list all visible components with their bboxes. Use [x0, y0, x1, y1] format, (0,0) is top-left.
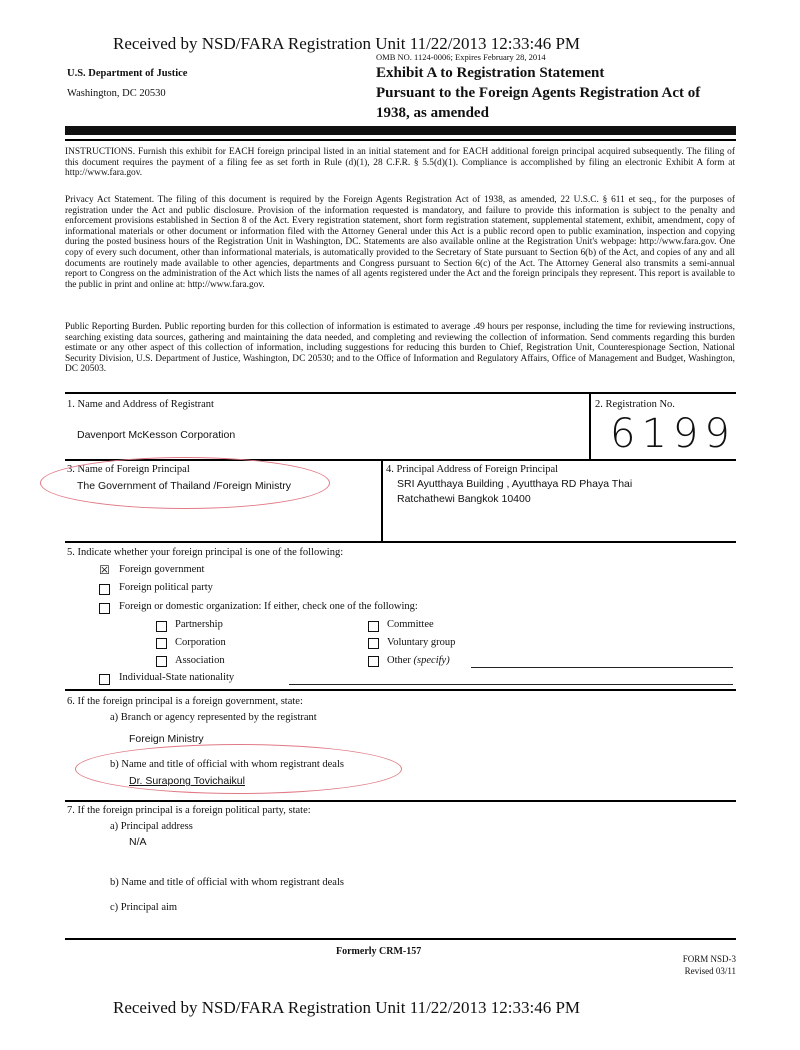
foreign-principal-label: 3. Name of Foreign Principal [67, 464, 190, 475]
principal-address-label: 4. Principal Address of Foreign Principal [386, 464, 559, 475]
form-revision: Revised 03/11 [684, 966, 736, 976]
principal-address-party-field[interactable]: N/A [129, 836, 147, 848]
partnership-checkbox[interactable] [156, 621, 167, 632]
principal-address-party-label: a) Principal address [110, 821, 193, 832]
registration-no-label: 2. Registration No. [595, 399, 675, 410]
foreign-government-label: Foreign government [119, 564, 205, 575]
reg-no-divider [589, 392, 591, 460]
foreign-political-party-checkbox[interactable] [99, 584, 110, 595]
association-label: Association [175, 655, 225, 666]
formerly-label: Formerly CRM-157 [336, 946, 422, 957]
branch-agency-label: a) Branch or agency represented by the registrant [110, 712, 317, 723]
organization-label: Foreign or domestic organization: If either, check one of the following: [119, 601, 418, 612]
committee-checkbox[interactable] [368, 621, 379, 632]
association-checkbox[interactable] [156, 656, 167, 667]
foreign-government-section-label: 6. If the foreign principal is a foreign government, state: [67, 696, 303, 707]
individual-checkbox[interactable] [99, 674, 110, 685]
committee-label: Committee [387, 619, 434, 630]
foreign-government-checkbox[interactable]: ☒ [99, 563, 110, 577]
form-title-line3: 1938, as amended [376, 105, 489, 121]
branch-agency-field[interactable]: Foreign Ministry [129, 733, 204, 745]
other-specify-hint: (specify) [413, 655, 450, 666]
principal-divider [381, 459, 383, 542]
principal-type-label: 5. Indicate whether your foreign principal is one of the following: [67, 547, 344, 558]
individual-label: Individual-State nationality [119, 672, 235, 683]
form-title-line2: Pursuant to the Foreign Agents Registration Act of [376, 85, 701, 101]
registrant-label: 1. Name and Address of Registrant [67, 399, 214, 410]
other-label: Other (specify) [387, 655, 450, 666]
organization-checkbox[interactable] [99, 603, 110, 614]
registration-no-field[interactable]: 6199 [610, 411, 736, 457]
partnership-label: Partnership [175, 619, 223, 630]
row-rule-3 [65, 689, 736, 691]
row-rule-2 [65, 541, 736, 543]
department-city: Washington, DC 20530 [67, 88, 166, 99]
highlight-circle-official [75, 744, 402, 794]
privacy-act-text: Privacy Act Statement. The filing of this document is required by the Foreign Agents Registration Act of 1938, as amended, 22 U.S.C. § 611 et seq., for the purposes of registration under the Act and public disclosure. Provision of the information requested is mandatory, and failure to provide this information is subject to the penalty and enforcement provisions established in Section 8 of the Act. Every registration statement, short form registration statement, supplemental statement, exhibit, amendment, copy of informational materials or other document or information filed with the Attorney General under this Act is a public record open to public examination, inspection and copying during the posted business hours of the Registration Unit in Washington, DC. Statements are also available online at the Registration Unit's webpage: http://www.fara.gov. One copy of every such document, other than informational materials, is automatically provided to the Secretary of State pursuant to Section 6(b) of the Act, and copies of any and all documents are routinely made available to other agencies, departments and Congress pursuant to Section 6(c) of the Act. The Attorney General also transmits a semi-annual report to Congress on the administration of the Act which lists the names of all agents registered under the Act and the foreign principals they represent. This report is available to the public in print and online at: http://www.fara.gov. [65, 195, 735, 290]
principal-address-line1[interactable]: SRI Ayutthaya Building , Ayutthaya RD Phaya Thai [397, 478, 633, 490]
voluntary-group-label: Voluntary group [387, 637, 456, 648]
other-checkbox[interactable] [368, 656, 379, 667]
row-rule-5 [65, 938, 736, 940]
department-name: U.S. Department of Justice [67, 68, 188, 79]
instructions-text: INSTRUCTIONS. Furnish this exhibit for EACH foreign principal listed in an initial statement and for EACH additional foreign principal acquired subsequently. The filing of this document requires the payment of a filing fee as set forth in Rule (d)(1), 28 C.F.R. § 5.5(d)(1). Compliance is accomplished by filing an electronic Exhibit A form at http://www.fara.gov. [65, 147, 735, 179]
principal-aim-label: c) Principal aim [110, 902, 178, 913]
official-name-label: b) Name and title of official with whom registrant deals [110, 759, 344, 770]
header-rule-thin [65, 139, 736, 141]
individual-nationality-field[interactable] [289, 684, 733, 685]
voluntary-group-checkbox[interactable] [368, 638, 379, 649]
foreign-political-party-label: Foreign political party [119, 582, 213, 593]
political-party-section-label: 7. If the foreign principal is a foreign political party, state: [67, 805, 311, 816]
form-title-line1: Exhibit A to Registration Statement [376, 65, 605, 81]
received-stamp-bottom: Received by NSD/FARA Registration Unit 11/22/2013 12:33:46 PM [113, 998, 581, 1017]
principal-address-line2[interactable]: Ratchathewi Bangkok 10400 [397, 493, 531, 505]
foreign-principal-field[interactable]: The Government of Thailand /Foreign Ministry [77, 480, 291, 492]
form-number: FORM NSD-3 [682, 954, 736, 964]
row-rule-4 [65, 800, 736, 802]
official-name-field[interactable]: Dr. Surapong Tovichaikul [129, 775, 245, 787]
section-top-rule [65, 392, 736, 394]
corporation-checkbox[interactable] [156, 638, 167, 649]
other-specify-field[interactable] [471, 667, 733, 668]
corporation-label: Corporation [175, 637, 226, 648]
highlight-circle-principal [40, 457, 330, 509]
reporting-burden-text: Public Reporting Burden. Public reporting burden for this collection of information is estimated to average .49 hours per response, including the time for reviewing instructions, searching existing data sources, gathering and maintaining the data needed, and completing and reviewing the collection of information. Send comments regarding this burden estimate or any other aspect of this collection of information, including suggestions for reducing this burden to Chief, Registration Unit, Counterespionage Section, National Security Division, U.S. Department of Justice, Washington, DC 20530; and to the Office of Information and Regulatory Affairs, Office of Management and Budget, Washington, DC 20503. [65, 322, 735, 375]
header-rule [65, 126, 736, 135]
party-official-label: b) Name and title of official with whom registrant deals [110, 877, 344, 888]
received-stamp-top: Received by NSD/FARA Registration Unit 11/22/2013 12:33:46 PM [113, 34, 581, 53]
registrant-name-field[interactable]: Davenport McKesson Corporation [77, 429, 236, 441]
omb-number: OMB NO. 1124-0006; Expires February 28, 2014 [376, 52, 546, 62]
